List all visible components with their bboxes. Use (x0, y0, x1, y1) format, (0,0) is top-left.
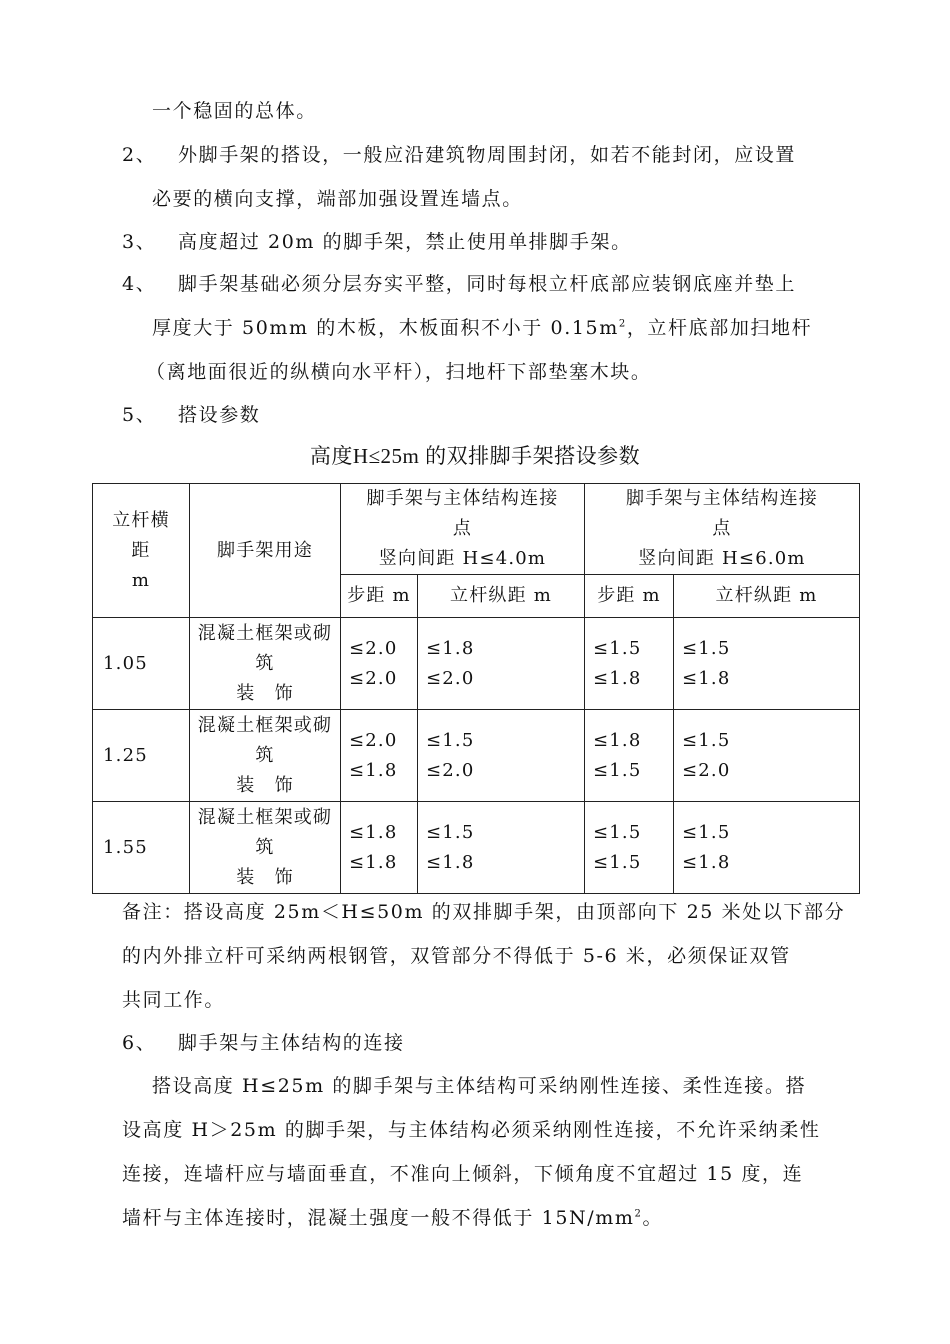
cell-value: ≤1.5 ≤1.8 (674, 618, 860, 710)
paragraph-line: 脚手架基础必须分层夯实平整，同时每根立杆底部应装钢底座并垫上 (178, 273, 797, 295)
paragraph-line (122, 1206, 663, 1230)
paragraph-line: 搭设参数 (178, 404, 261, 426)
cell-value: ≤1.8 ≤1.8 (341, 802, 418, 894)
header-group-6m: 脚手架与主体结构连接 点 竖向间距 H≤6.0m (585, 484, 860, 575)
cell-use: 混凝土框架或砌 筑 装 饰 (190, 710, 341, 802)
cell-value: ≤1.5 ≤1.8 (585, 618, 674, 710)
paragraph-line: 外脚手架的搭设，一般应沿建筑物周围封闭，如若不能封闭，应设置 (178, 144, 797, 166)
cell-value: ≤1.8 ≤2.0 (418, 618, 585, 710)
list-item-2 (122, 143, 796, 167)
header-group-4m: 脚手架与主体结构连接 点 竖向间距 H≤4.0m (341, 484, 585, 575)
paragraph-line: 高度超过 20m 的脚手架，禁止使用单排脚手架。 (178, 231, 632, 253)
list-number: 5、 (122, 404, 157, 426)
superscript: 2 (634, 1208, 643, 1220)
list-number: 2、 (122, 144, 157, 166)
cell-value: ≤1.5 ≤2.0 (418, 710, 585, 802)
note-line: 的内外排立杆可采纳两根钢管，双管部分不得低于 5-6 米，必须保证双管 (122, 945, 791, 967)
section-title: 脚手架与主体结构的连接 (178, 1032, 405, 1054)
paragraph-line (152, 316, 812, 340)
table-caption: 高度H≤25m 的双排脚手架搭设参数 (309, 444, 641, 468)
paragraph-line: （离地面很近的纵横向水平杆），扫地杆下部垫塞木块。 (146, 361, 652, 383)
text-run: 厚度大于 50mm 的木板，木板面积不小于 0.15m (152, 317, 619, 339)
section-6-heading (122, 1031, 405, 1055)
cell-value: ≤2.0 ≤2.0 (341, 618, 418, 710)
cell-spacing: 1.05 (93, 618, 190, 710)
cell-value: ≤1.5 ≤1.8 (674, 802, 860, 894)
header-spacing: 立杆横 距 m (93, 484, 190, 618)
cell-value: ≤1.5 ≤1.8 (418, 802, 585, 894)
note-line: 共同工作。 (122, 989, 226, 1011)
cell-spacing: 1.55 (93, 802, 190, 894)
list-number: 4、 (122, 273, 157, 295)
cell-use: 混凝土框架或砌 筑 装 饰 (190, 618, 341, 710)
text-run: ，立杆底部加扫地杆 (626, 317, 813, 339)
text-run: 墙杆与主体连接时，混凝土强度一般不得低于 15N/mm (122, 1207, 635, 1229)
subheader-step: 步距 m (585, 575, 674, 618)
table-row (93, 618, 860, 710)
paragraph-line: 连接，连墙杆应与墙面垂直，不准向上倾斜，下倾角度不宜超过 15 度，连 (122, 1163, 804, 1185)
list-item-3 (122, 230, 632, 254)
list-number: 3、 (122, 231, 157, 253)
subheader-longitudinal: 立杆纵距 m (418, 575, 585, 618)
paragraph-line: 搭设高度 H≤25m 的脚手架与主体结构可采纳刚性连接、柔性连接。搭 (152, 1075, 807, 1097)
superscript: 2 (618, 318, 627, 330)
cell-value: ≤1.5 ≤1.5 (585, 802, 674, 894)
cell-value: ≤2.0 ≤1.8 (341, 710, 418, 802)
table-header-row (93, 484, 860, 575)
paragraph-line: 设高度 H＞25m 的脚手架，与主体结构必须采纳刚性连接，不允许采纳柔性 (122, 1119, 821, 1141)
subheader-longitudinal: 立杆纵距 m (674, 575, 860, 618)
cell-spacing: 1.25 (93, 710, 190, 802)
note-line: 备注：搭设高度 25m＜H≤50m 的双排脚手架，由顶部向下 25 米处以下部分 (122, 901, 846, 923)
paragraph-line: 一个稳固的总体。 (152, 100, 317, 122)
paragraph-line: 必要的横向支撑，端部加强设置连墙点。 (152, 188, 523, 210)
table-row (93, 802, 860, 894)
header-use: 脚手架用途 (190, 484, 341, 618)
scaffold-parameter-table (92, 483, 860, 894)
cell-value: ≤1.8 ≤1.5 (585, 710, 674, 802)
cell-use: 混凝土框架或砌 筑 装 饰 (190, 802, 341, 894)
subheader-step: 步距 m (341, 575, 418, 618)
list-item-4 (122, 272, 796, 296)
text-run: 。 (642, 1207, 664, 1229)
list-item-5 (122, 403, 260, 427)
cell-value: ≤1.5 ≤2.0 (674, 710, 860, 802)
table-row (93, 710, 860, 802)
list-number: 6、 (122, 1032, 157, 1054)
